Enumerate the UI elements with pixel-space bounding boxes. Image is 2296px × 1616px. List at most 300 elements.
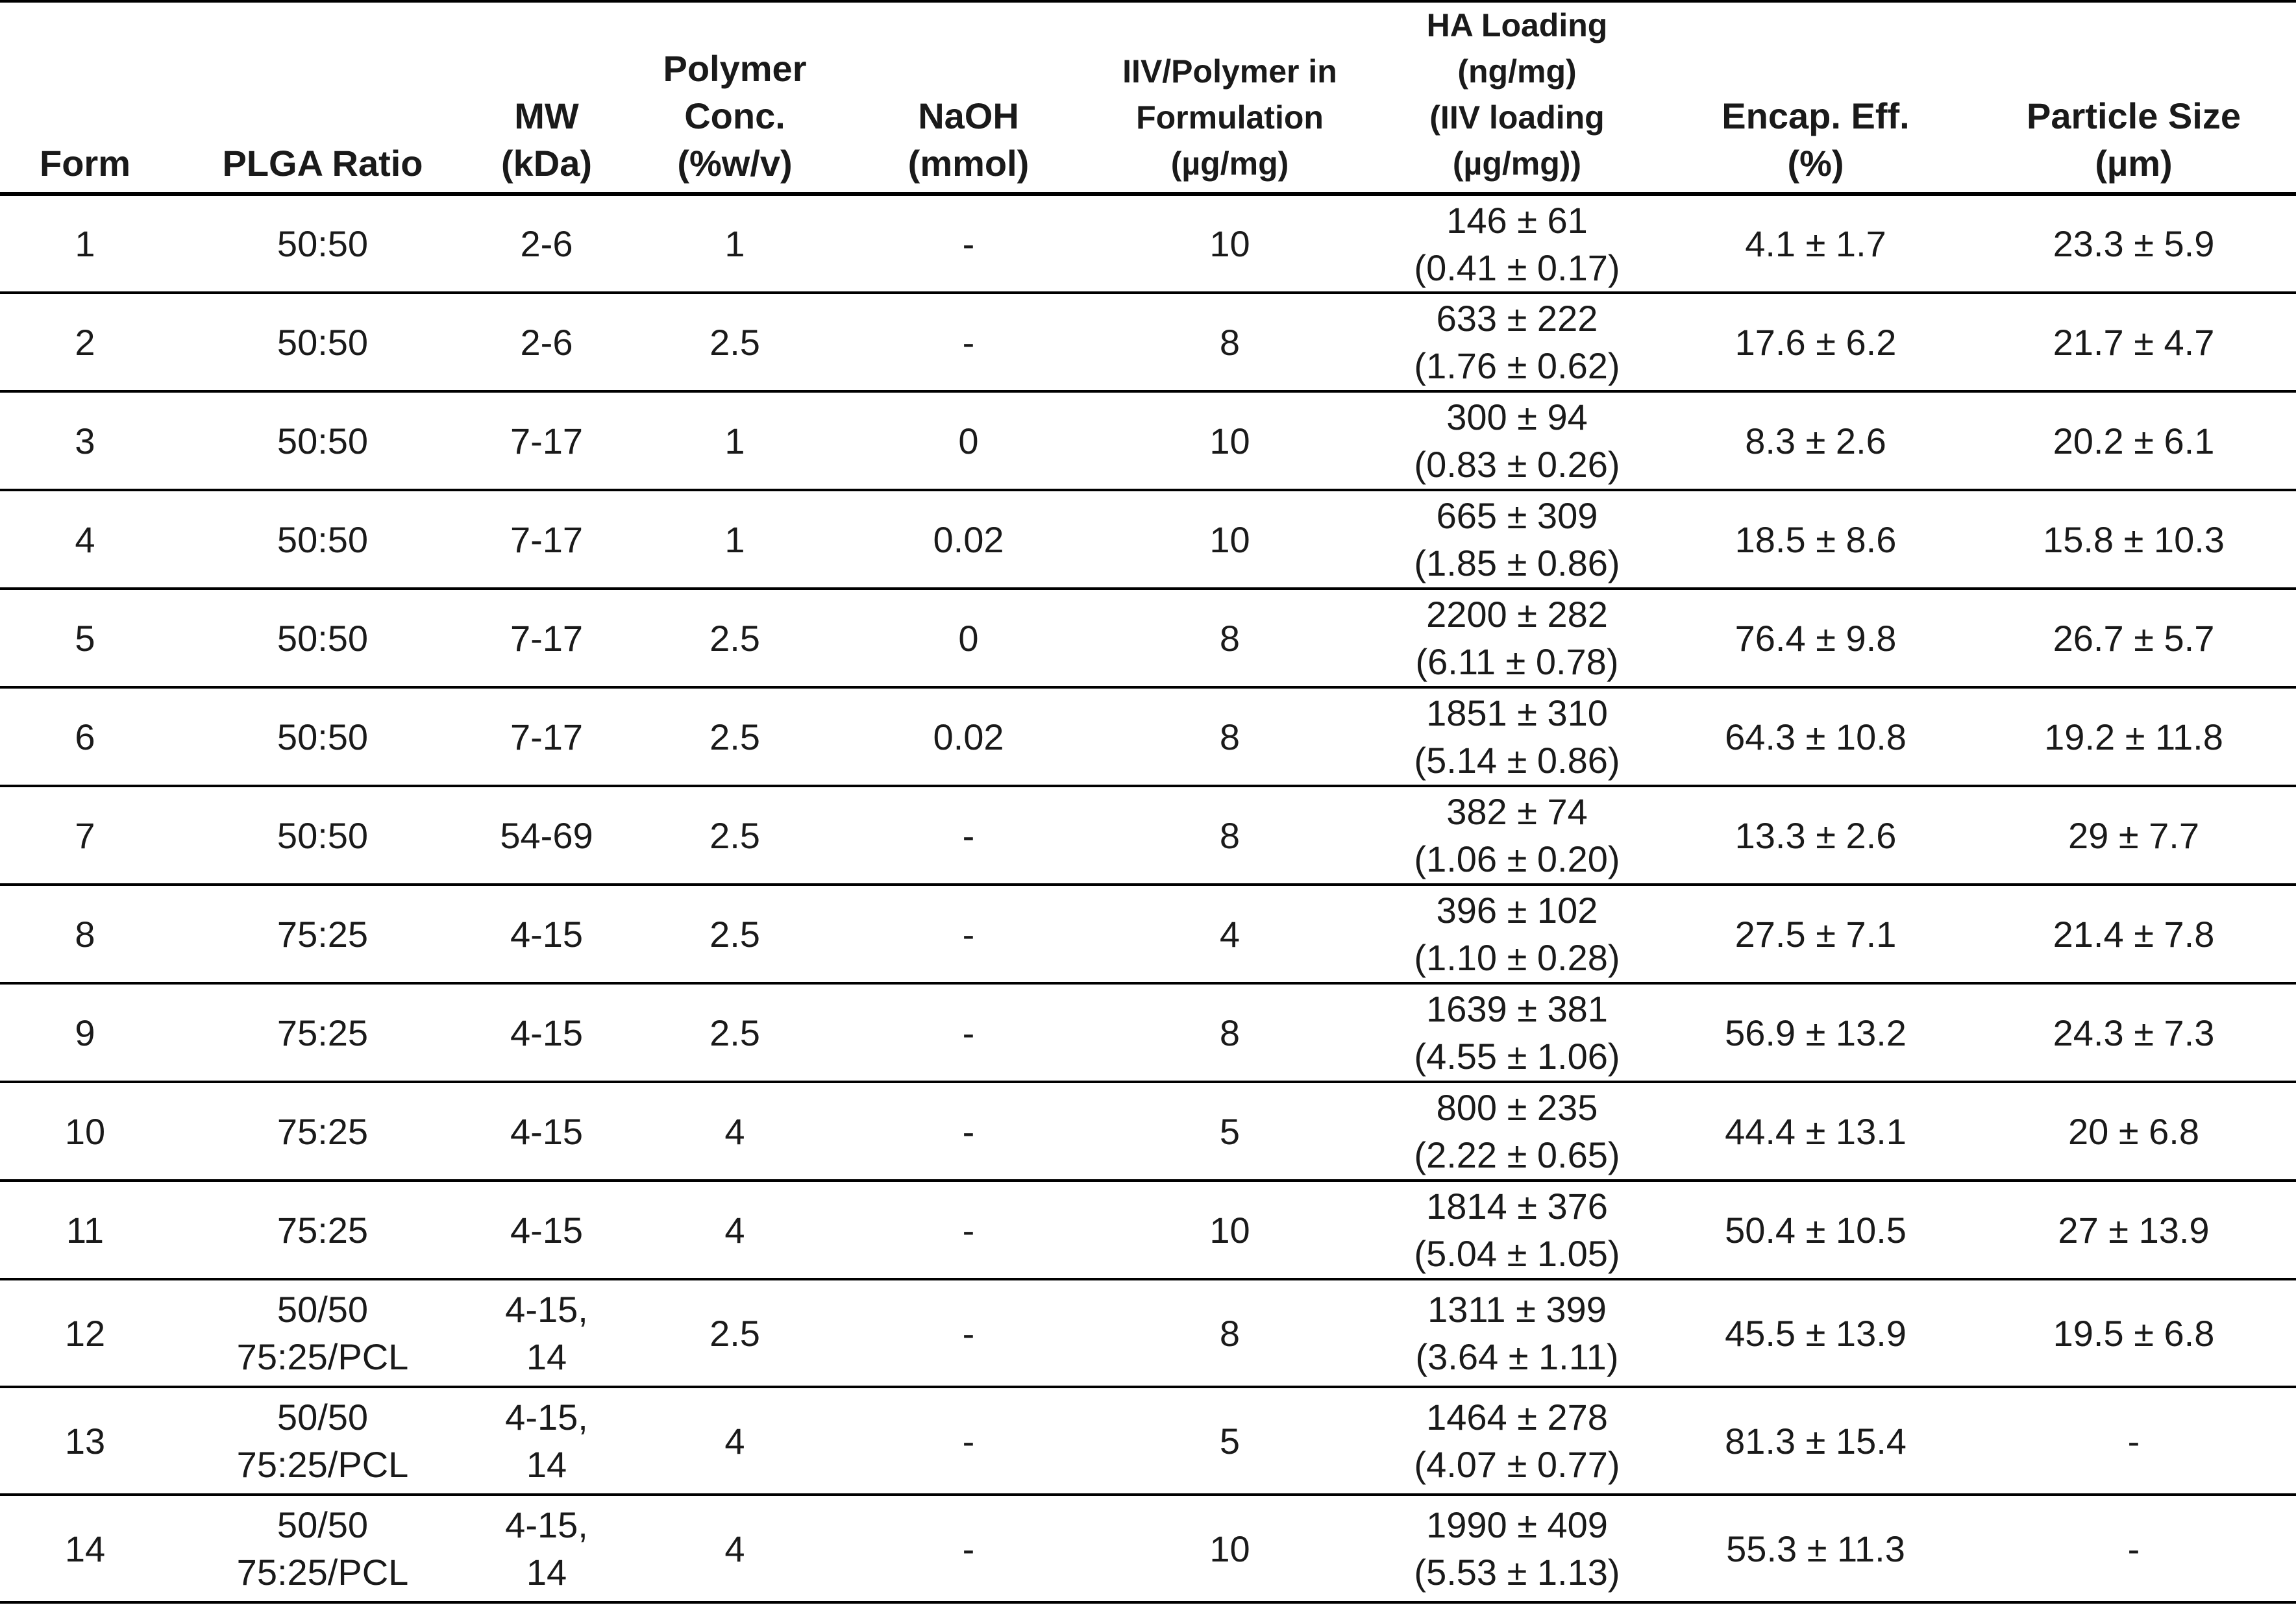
cell-text: 2.5 <box>710 1312 760 1354</box>
cell-iiv <box>1085 194 1374 293</box>
cell-text: - <box>962 814 975 856</box>
cell-text: 17.6 ± 6.2 <box>1734 321 1897 363</box>
cell-text: 10 <box>1209 1209 1250 1251</box>
cell-naoh <box>852 786 1085 885</box>
cell-text: - <box>962 1528 975 1569</box>
cell-text: 8 <box>1219 716 1241 757</box>
cell-text: 1851 ± 310 <box>1426 692 1608 733</box>
cell-text: 1311 ± 399 <box>1427 1289 1607 1330</box>
cell-mw <box>475 391 618 490</box>
column-header-text: IIV/Polymer in <box>1122 53 1337 90</box>
cell-text: (5.53 ± 1.13) <box>1414 1552 1620 1593</box>
column-header-text: Formulation <box>1136 99 1324 136</box>
cell-ee <box>1660 1082 1971 1181</box>
cell-plga <box>170 1387 475 1495</box>
cell-size <box>1971 687 2296 786</box>
cell-text: 15.8 ± 10.3 <box>2043 519 2225 560</box>
cell-size <box>1971 1181 2296 1279</box>
column-header-text: Encap. Eff. <box>1722 95 1910 136</box>
cell-form <box>0 786 170 885</box>
cell-text: 2.5 <box>710 913 760 955</box>
cell-text: 26.7 ± 5.7 <box>2053 617 2215 659</box>
cell-plga <box>170 885 475 983</box>
cell-text: 50:50 <box>277 519 369 560</box>
cell-text: 4.1 ± 1.7 <box>1745 223 1886 264</box>
cell-plga <box>170 687 475 786</box>
cell-text: 2200 ± 282 <box>1426 594 1608 635</box>
cell-form <box>0 1387 170 1495</box>
cell-text: 1 <box>75 223 95 264</box>
cell-text: 146 ± 61 <box>1446 199 1588 241</box>
cell-text: (0.41 ± 0.17) <box>1414 247 1620 288</box>
cell-text: 13 <box>64 1420 106 1462</box>
cell-text: 50.4 ± 10.5 <box>1725 1209 1907 1251</box>
cell-conc <box>618 1181 852 1279</box>
cell-conc <box>618 589 852 687</box>
cell-text: 64.3 ± 10.8 <box>1725 716 1907 757</box>
cell-naoh <box>852 885 1085 983</box>
cell-ee <box>1660 1279 1971 1387</box>
cell-text: 1464 ± 278 <box>1426 1397 1608 1438</box>
cell-text: 50:50 <box>277 420 369 461</box>
cell-mw <box>475 1082 618 1181</box>
cell-text: 665 ± 309 <box>1436 495 1598 536</box>
cell-plga <box>170 589 475 687</box>
cell-text: 10 <box>64 1110 106 1152</box>
cell-ee <box>1660 687 1971 786</box>
cell-conc <box>618 391 852 490</box>
table-row <box>0 1082 2296 1181</box>
cell-text: 14 <box>526 1552 567 1593</box>
column-header-naoh <box>852 1 1085 194</box>
cell-text: - <box>962 1012 975 1053</box>
cell-size <box>1971 589 2296 687</box>
cell-size <box>1971 1279 2296 1387</box>
cell-iiv <box>1085 1387 1374 1495</box>
cell-mw <box>475 687 618 786</box>
cell-form <box>0 687 170 786</box>
cell-text: 7-17 <box>510 420 584 461</box>
cell-text: 7 <box>75 814 95 856</box>
cell-text: 50:50 <box>277 321 369 363</box>
cell-text: (5.04 ± 1.05) <box>1414 1233 1620 1274</box>
cell-text: (2.22 ± 0.65) <box>1414 1134 1620 1175</box>
cell-ee <box>1660 983 1971 1082</box>
cell-text: 4 <box>724 1528 745 1569</box>
column-header-text: Polymer <box>663 48 807 89</box>
cell-plga <box>170 786 475 885</box>
cell-form <box>0 885 170 983</box>
cell-size <box>1971 490 2296 589</box>
cell-ee <box>1660 786 1971 885</box>
table-row <box>0 786 2296 885</box>
cell-text: 75:25 <box>277 913 369 955</box>
cell-text: 10 <box>1209 223 1250 264</box>
cell-mw <box>475 1181 618 1279</box>
cell-ee <box>1660 194 1971 293</box>
cell-text: 75:25/PCL <box>236 1336 409 1377</box>
cell-text: 76.4 ± 9.8 <box>1734 617 1897 659</box>
cell-text: 7-17 <box>510 519 584 560</box>
cell-mw <box>475 490 618 589</box>
cell-text: 4-15 <box>510 1209 584 1251</box>
cell-text: 2.5 <box>710 617 760 659</box>
cell-iiv <box>1085 786 1374 885</box>
cell-text: 8 <box>1219 321 1241 363</box>
cell-iiv <box>1085 1279 1374 1387</box>
cell-form <box>0 490 170 589</box>
table-row <box>0 1181 2296 1279</box>
cell-plga <box>170 391 475 490</box>
column-header-text: (µg/mg) <box>1170 145 1289 182</box>
cell-size <box>1971 293 2296 391</box>
cell-text: 23.3 ± 5.9 <box>2053 223 2215 264</box>
cell-text: 27 ± 13.9 <box>2058 1209 2210 1251</box>
cell-text: 10 <box>1209 1528 1250 1569</box>
cell-text: 19.5 ± 6.8 <box>2053 1312 2215 1354</box>
cell-text: - <box>962 1110 975 1152</box>
cell-text: (5.14 ± 0.86) <box>1414 740 1620 781</box>
cell-text: 396 ± 102 <box>1436 890 1598 931</box>
cell-plga <box>170 293 475 391</box>
cell-conc <box>618 786 852 885</box>
column-header-text: (%w/v) <box>677 143 793 184</box>
cell-text: 0 <box>958 617 979 659</box>
cell-text: 54-69 <box>500 814 593 856</box>
cell-mw <box>475 293 618 391</box>
column-header-text: (IIV loading <box>1429 99 1605 136</box>
cell-form <box>0 194 170 293</box>
cell-text: 4 <box>75 519 95 560</box>
column-header-plga <box>170 1 475 194</box>
cell-conc <box>618 490 852 589</box>
cell-text: 4 <box>724 1209 745 1251</box>
column-header-iiv <box>1085 1 1374 194</box>
column-header-form <box>0 1 170 194</box>
cell-text: 8 <box>1219 1312 1241 1354</box>
cell-text: 45.5 ± 13.9 <box>1725 1312 1907 1354</box>
cell-text: 18.5 ± 8.6 <box>1734 519 1897 560</box>
cell-text: 8 <box>1219 814 1241 856</box>
cell-form <box>0 1181 170 1279</box>
cell-ha <box>1374 885 1660 983</box>
cell-text: (1.76 ± 0.62) <box>1414 345 1620 386</box>
cell-text: 4-15, <box>505 1289 588 1330</box>
cell-ha <box>1374 983 1660 1082</box>
cell-text: 29 ± 7.7 <box>2068 814 2199 856</box>
cell-text: 13.3 ± 2.6 <box>1734 814 1897 856</box>
cell-form <box>0 391 170 490</box>
cell-text: 50:50 <box>277 617 369 659</box>
cell-text: (1.06 ± 0.20) <box>1414 839 1620 879</box>
cell-text: - <box>962 1209 975 1251</box>
cell-plga <box>170 1181 475 1279</box>
cell-iiv <box>1085 589 1374 687</box>
table-row <box>0 885 2296 983</box>
cell-ha <box>1374 293 1660 391</box>
cell-naoh <box>852 1495 1085 1602</box>
cell-text: - <box>962 913 975 955</box>
column-header-text: Particle Size <box>2027 95 2241 136</box>
cell-ee <box>1660 293 1971 391</box>
cell-text: - <box>962 321 975 363</box>
cell-text: 7-17 <box>510 716 584 757</box>
cell-text: 8.3 ± 2.6 <box>1745 420 1886 461</box>
table-row <box>0 1387 2296 1495</box>
cell-text: 8 <box>75 913 95 955</box>
cell-iiv <box>1085 490 1374 589</box>
column-header-text: HA Loading <box>1426 7 1608 43</box>
cell-mw <box>475 983 618 1082</box>
cell-form <box>0 1082 170 1181</box>
cell-mw <box>475 194 618 293</box>
cell-conc <box>618 687 852 786</box>
cell-ee <box>1660 1387 1971 1495</box>
cell-ha <box>1374 391 1660 490</box>
cell-text: 27.5 ± 7.1 <box>1734 913 1897 955</box>
cell-text: 1 <box>724 420 745 461</box>
cell-naoh <box>852 1387 1085 1495</box>
cell-form <box>0 1279 170 1387</box>
cell-ha <box>1374 1279 1660 1387</box>
cell-ha <box>1374 786 1660 885</box>
cell-plga <box>170 1279 475 1387</box>
cell-mw <box>475 885 618 983</box>
table-body <box>0 194 2296 1602</box>
cell-text: - <box>962 1312 975 1354</box>
cell-text: 2.5 <box>710 716 760 757</box>
cell-conc <box>618 983 852 1082</box>
cell-text: 1990 ± 409 <box>1426 1504 1608 1545</box>
cell-plga <box>170 1082 475 1181</box>
table-row <box>0 194 2296 293</box>
column-header-text: (mmol) <box>907 143 1030 184</box>
cell-text: - <box>962 223 975 264</box>
cell-conc <box>618 1387 852 1495</box>
cell-mw <box>475 1387 618 1495</box>
cell-size <box>1971 194 2296 293</box>
cell-text: - <box>2127 1528 2140 1569</box>
cell-plga <box>170 490 475 589</box>
table-row <box>0 293 2296 391</box>
cell-text: (3.64 ± 1.11) <box>1415 1336 1619 1377</box>
cell-iiv <box>1085 1181 1374 1279</box>
cell-text: 4-15, <box>505 1504 588 1545</box>
cell-size <box>1971 1495 2296 1602</box>
cell-conc <box>618 1495 852 1602</box>
cell-text: 14 <box>64 1528 106 1569</box>
cell-mw <box>475 1279 618 1387</box>
cell-text: 20 ± 6.8 <box>2068 1110 2199 1152</box>
cell-text: 19.2 ± 11.8 <box>2044 716 2223 757</box>
cell-naoh <box>852 983 1085 1082</box>
cell-naoh <box>852 391 1085 490</box>
cell-conc <box>618 194 852 293</box>
cell-conc <box>618 293 852 391</box>
column-header-text: PLGA Ratio <box>222 143 423 184</box>
cell-text: 1639 ± 381 <box>1426 988 1608 1029</box>
cell-text: 50/50 <box>277 1504 369 1545</box>
cell-text: 300 ± 94 <box>1446 397 1588 437</box>
column-header-text: Form <box>40 143 130 184</box>
cell-text: (4.55 ± 1.06) <box>1414 1036 1620 1077</box>
cell-ee <box>1660 885 1971 983</box>
cell-size <box>1971 1387 2296 1495</box>
cell-text: 50/50 <box>277 1289 369 1330</box>
cell-text: 21.4 ± 7.8 <box>2053 913 2215 955</box>
cell-text: 24.3 ± 7.3 <box>2053 1012 2215 1053</box>
cell-iiv <box>1085 1082 1374 1181</box>
cell-ha <box>1374 1181 1660 1279</box>
table-row <box>0 391 2296 490</box>
cell-text: 75:25 <box>277 1012 369 1053</box>
cell-ha <box>1374 687 1660 786</box>
cell-text: 56.9 ± 13.2 <box>1725 1012 1907 1053</box>
cell-text: 2.5 <box>710 814 760 856</box>
cell-text: 0 <box>958 420 979 461</box>
cell-text: 2 <box>75 321 95 363</box>
cell-text: 8 <box>1219 1012 1241 1053</box>
cell-text: 1 <box>724 519 745 560</box>
cell-text: 633 ± 222 <box>1436 298 1598 339</box>
column-header-text: NaOH <box>918 95 1019 136</box>
cell-text: 50/50 <box>277 1397 369 1438</box>
cell-text: 800 ± 235 <box>1436 1087 1598 1128</box>
column-header-text: (kDa) <box>500 143 593 184</box>
cell-text: 9 <box>75 1012 95 1053</box>
cell-text: (1.10 ± 0.28) <box>1414 937 1620 978</box>
cell-text: 3 <box>75 420 95 461</box>
table-header <box>0 1 2296 194</box>
cell-text: 4 <box>724 1420 745 1462</box>
column-header-ee <box>1660 1 1971 194</box>
column-header-text: Conc. <box>684 95 785 136</box>
cell-plga <box>170 1495 475 1602</box>
cell-size <box>1971 786 2296 885</box>
table-row <box>0 983 2296 1082</box>
cell-text: (0.83 ± 0.26) <box>1414 444 1620 485</box>
cell-text: 75:25/PCL <box>236 1552 409 1593</box>
cell-text: 10 <box>1209 420 1250 461</box>
cell-iiv <box>1085 293 1374 391</box>
cell-text: 4-15 <box>510 913 584 955</box>
column-header-text: (µm) <box>2095 143 2173 184</box>
cell-text: 50:50 <box>277 814 369 856</box>
cell-ha <box>1374 490 1660 589</box>
cell-text: (1.85 ± 0.86) <box>1414 543 1620 583</box>
cell-iiv <box>1085 983 1374 1082</box>
cell-text: 4-15, <box>505 1397 588 1438</box>
cell-text: 4 <box>1219 913 1241 955</box>
cell-text: 4 <box>724 1110 745 1152</box>
cell-text: (4.07 ± 0.77) <box>1414 1444 1620 1485</box>
cell-text: 1 <box>724 223 745 264</box>
cell-ha <box>1374 1495 1660 1602</box>
cell-form <box>0 1495 170 1602</box>
cell-text: 0.02 <box>933 519 1004 560</box>
cell-text: 50:50 <box>277 223 369 264</box>
cell-conc <box>618 885 852 983</box>
cell-mw <box>475 589 618 687</box>
cell-text: 75:25/PCL <box>236 1444 409 1485</box>
cell-text: 8 <box>1219 617 1241 659</box>
cell-text: 12 <box>64 1312 106 1354</box>
cell-text: 14 <box>526 1444 567 1485</box>
table-row <box>0 1279 2296 1387</box>
cell-text: 1814 ± 376 <box>1426 1186 1608 1227</box>
cell-text: 7-17 <box>510 617 584 659</box>
cell-text: 2-6 <box>520 223 573 264</box>
cell-text: - <box>2127 1420 2140 1462</box>
cell-naoh <box>852 490 1085 589</box>
cell-text: 5 <box>1219 1420 1241 1462</box>
cell-ee <box>1660 490 1971 589</box>
cell-plga <box>170 983 475 1082</box>
cell-form <box>0 293 170 391</box>
cell-naoh <box>852 293 1085 391</box>
cell-ee <box>1660 391 1971 490</box>
cell-text: 21.7 ± 4.7 <box>2053 321 2215 363</box>
column-header-size <box>1971 1 2296 194</box>
cell-text: 20.2 ± 6.1 <box>2053 420 2215 461</box>
cell-mw <box>475 786 618 885</box>
cell-size <box>1971 983 2296 1082</box>
cell-text: 2-6 <box>520 321 573 363</box>
column-header-mw <box>475 1 618 194</box>
column-header-text: (%) <box>1787 143 1844 184</box>
column-header-text: MW <box>514 95 579 136</box>
cell-text: 0.02 <box>933 716 1004 757</box>
cell-ha <box>1374 194 1660 293</box>
cell-text: 11 <box>66 1209 105 1251</box>
table-row <box>0 687 2296 786</box>
cell-naoh <box>852 1181 1085 1279</box>
cell-text: 75:25 <box>277 1110 369 1152</box>
cell-naoh <box>852 687 1085 786</box>
column-header-text: (µg/mg)) <box>1452 145 1582 182</box>
cell-text: 5 <box>1219 1110 1241 1152</box>
cell-size <box>1971 1082 2296 1181</box>
cell-text: 55.3 ± 11.3 <box>1726 1528 1905 1569</box>
column-header-conc <box>618 1 852 194</box>
column-header-text: (ng/mg) <box>1457 53 1577 90</box>
column-header-ha <box>1374 1 1660 194</box>
cell-text: 14 <box>526 1336 567 1377</box>
cell-iiv <box>1085 1495 1374 1602</box>
cell-naoh <box>852 589 1085 687</box>
cell-naoh <box>852 1082 1085 1181</box>
cell-iiv <box>1085 391 1374 490</box>
cell-text: 4-15 <box>510 1012 584 1053</box>
cell-text: 50:50 <box>277 716 369 757</box>
cell-naoh <box>852 1279 1085 1387</box>
cell-text: 2.5 <box>710 321 760 363</box>
cell-text: (6.11 ± 0.78) <box>1415 641 1619 682</box>
cell-ha <box>1374 589 1660 687</box>
cell-ee <box>1660 1495 1971 1602</box>
cell-text: 5 <box>75 617 95 659</box>
cell-text: 81.3 ± 15.4 <box>1725 1420 1907 1462</box>
cell-form <box>0 983 170 1082</box>
cell-text: 2.5 <box>710 1012 760 1053</box>
cell-text: 10 <box>1209 519 1250 560</box>
cell-text: - <box>962 1420 975 1462</box>
cell-size <box>1971 391 2296 490</box>
cell-ha <box>1374 1387 1660 1495</box>
cell-conc <box>618 1082 852 1181</box>
cell-plga <box>170 194 475 293</box>
cell-iiv <box>1085 885 1374 983</box>
